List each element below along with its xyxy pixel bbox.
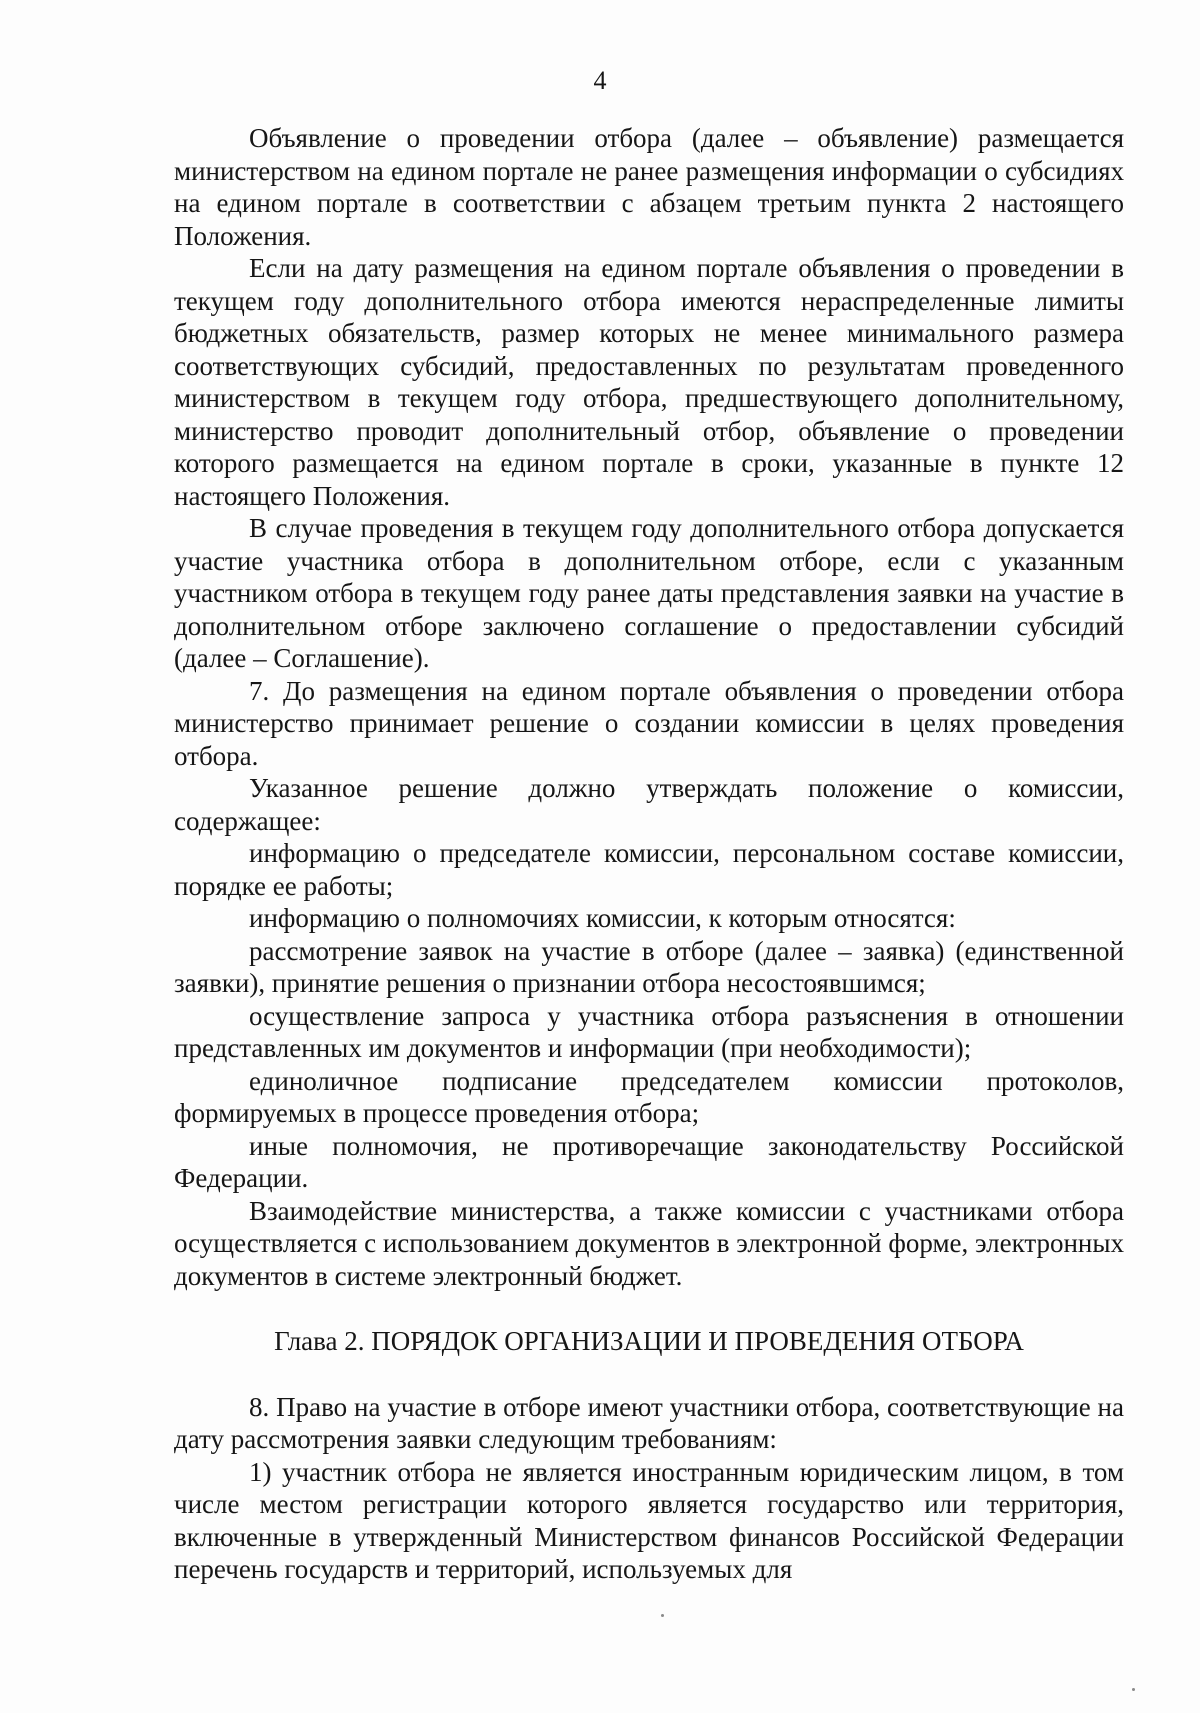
paragraph: рассмотрение заявок на участие в отборе (далее – заявка) (единственной заявки), принятие решения о признании отбора несостоявшимся; [174, 935, 1124, 998]
scan-speck [1132, 1688, 1135, 1691]
paragraph: осуществление запроса у участника отбора разъяснения в отношении представленных им документов и информации (при необходимости); [174, 1000, 1124, 1063]
document-body [174, 122, 1124, 1586]
paragraph: единоличное подписание председателем комиссии протоколов, формируемых в процессе проведения отбора; [174, 1065, 1124, 1128]
paragraph: Указанное решение должно утверждать положение о комиссии, содержащее: [174, 773, 1124, 836]
paragraph: информацию о председателе комиссии, персональном составе комиссии, порядке ее работы; [174, 838, 1124, 901]
paragraph: Если на дату размещения на едином портале объявления о проведении в текущем году дополнительного отбора имеются нераспределенные лимиты бюджетных обязательств, размер которых не менее минимального размера соответствующих субсидий, предоставленных по результатам проведенного министерством в текущем году отбора, предшествующего дополнительному, министерство проводит дополнительный отбор, объявление о проведении которого размещается на едином портале в сроки, указанные в пункте 12 настоящего Положения. [174, 253, 1124, 511]
paragraph: иные полномочия, не противоречащие законодательству Российской Федерации. [174, 1130, 1124, 1193]
paragraph: Взаимодействие министерства, а также комиссии с участниками отбора осуществляется с использованием документов в электронной форме, электронных документов в системе электронный бюджет. [174, 1195, 1124, 1291]
chapter-heading: Глава 2. ПОРЯДОК ОРГАНИЗАЦИИ И ПРОВЕДЕНИЯ ОТБОРА [274, 1326, 1024, 1356]
paragraph: 1) участник отбора не является иностранным юридическим лицом, в том числе местом регистрации которого является государство или территория, включенные в утвержденный Министерством финансов Российской Федерации перечень государств и территорий, используемых для [174, 1456, 1124, 1584]
scan-speck [661, 1614, 664, 1617]
page-number: 4 [593, 66, 607, 95]
paragraph: 8. Право на участие в отборе имеют участники отбора, соответствующие на дату рассмотрения заявки следующим требованиям: [174, 1391, 1124, 1454]
paragraph: 7. До размещения на едином портале объявления о проведении отбора министерство принимает решение о создании комиссии в целях проведения отбора. [174, 675, 1124, 771]
paragraph: В случае проведения в текущем году дополнительного отбора допускается участие участника отбора в дополнительном отборе, если с указанным участником отбора в текущем году ранее даты представления заявки на участие в дополнительном отборе заключено соглашение о предоставлении субсидий (далее – Соглашение). [174, 513, 1124, 673]
paragraph: информацию о полномочиях комиссии, к которым относятся: [249, 903, 956, 933]
paragraph: Объявление о проведении отбора (далее – объявление) размещается министерством на едином портале не ранее размещения информации о субсидиях на едином портале в соответствии с абзацем третьим пункта 2 настоящего Положения. [174, 123, 1124, 251]
